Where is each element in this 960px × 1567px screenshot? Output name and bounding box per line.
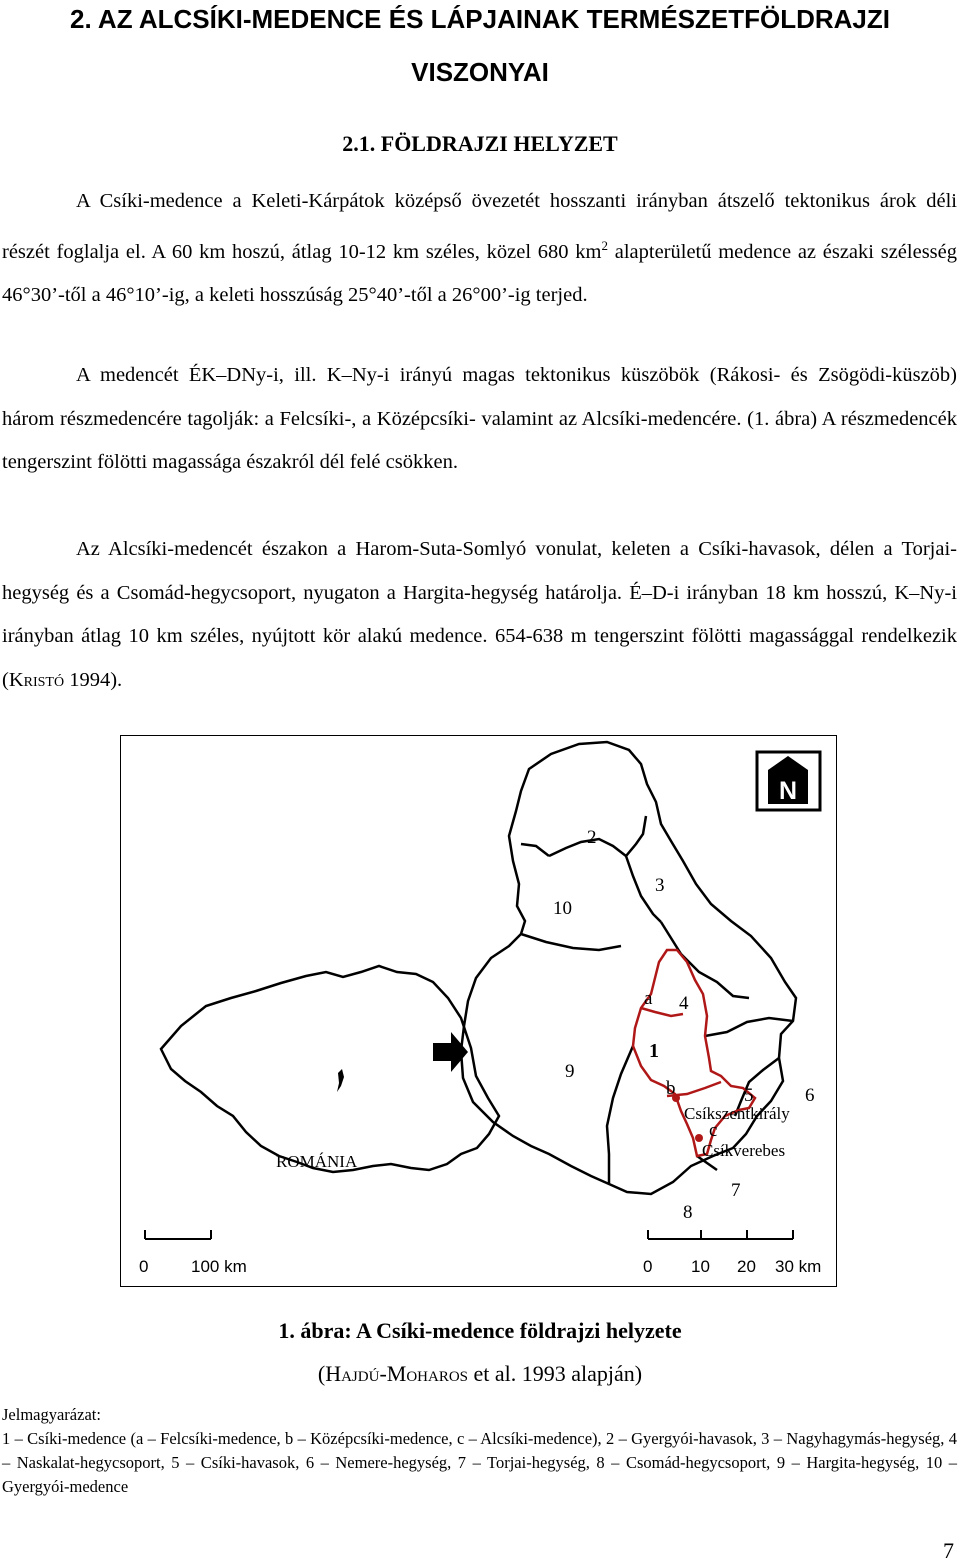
- figure-source-author-1: Hajdú: [325, 1361, 380, 1386]
- sub-basin-divider-ab: [641, 1008, 683, 1016]
- chapter-title-line-1: 2. AZ ALCSÍKI-MEDENCE ÉS LÁPJAINAK TERMÉSZETFÖLDRAJZI: [69, 4, 890, 34]
- paragraph-3: [2, 528, 957, 702]
- figure-caption: 1. ábra: A Csíki-medence földrajzi helyzete: [278, 1318, 682, 1343]
- region-labels: [553, 827, 815, 1223]
- scale-left-label-0: 0: [139, 1257, 149, 1276]
- paragraph-1: [2, 180, 957, 317]
- scale-right-label-10: 10: [691, 1257, 710, 1276]
- town-label-csikverebes: Csíkverebes: [702, 1141, 786, 1160]
- boundary-10-north: [521, 844, 549, 856]
- north-arrow: [757, 752, 820, 810]
- boundary-2-10: [549, 816, 646, 856]
- detail-map-outline: [461, 742, 796, 1194]
- legend-text: 1 – Csíki-medence (a – Felcsíki-medence, b – Középcsíki-medence, c – Alcsíki-medence), 2 – Gyergyói-havasok, 3 – Nagyhagymás-hegység, 4 – Naskalat-hegycsoport, 5 – Csíki-havasok, 6 – Nemere-hegység, 7 – Torjai-hegység, 8 – Csomád-hegycsoport, 9 – Hargita-hegység, 10 – Gyergyói-medence: [2, 1429, 957, 1496]
- scale-right-label-20: 20: [737, 1257, 756, 1276]
- location-map-figure: [120, 735, 837, 1287]
- region-label-1: 1: [649, 1040, 659, 1062]
- country-label: ROMÁNIA: [276, 1152, 358, 1171]
- basin-location-marker: [337, 1069, 344, 1092]
- paragraph-1-text-b: alapterületű medence az északi szélesség 46°30’-től a 46°10’-ig, a keleti hosszúság 25°40’-től a 26°00’-ig terjed.: [2, 240, 957, 306]
- legend-title: Jelmagyarázat:: [2, 1405, 101, 1424]
- superscript-2: 2: [601, 237, 608, 253]
- scale-bar-left: [139, 1230, 247, 1276]
- scale-right-label-30: 30 km: [775, 1257, 822, 1276]
- sub-basin-label-a: a: [644, 988, 653, 1009]
- boundary-3-4: [661, 922, 749, 998]
- chapter-title-line-2: VISZONYAI: [411, 57, 549, 87]
- paragraph-1-text-a: A Csíki-medence a Keleti-Kárpátok középső övezetét hosszanti irányban átszelő tektonikus árok déli részét foglalja el. A 60 km hoszú, átlag 10-12 km széles, közel 680 km: [2, 190, 957, 263]
- region-label-7: 7: [731, 1180, 741, 1201]
- region-label-5: 5: [744, 1085, 754, 1106]
- citation-author: Kristó: [8, 668, 65, 691]
- section-title: 2.1. FÖLDRAJZI HELYZET: [342, 131, 618, 156]
- boundary-10-9: [521, 934, 621, 950]
- figure-source: [0, 1361, 960, 1387]
- scale-right-label-0: 0: [643, 1257, 653, 1276]
- north-arrow-letter: N: [778, 777, 798, 805]
- region-label-10: 10: [553, 898, 572, 919]
- sub-basin-label-c: c: [709, 1120, 718, 1141]
- town-label-csikszentkiraly: Csíkszentkirály: [684, 1104, 790, 1123]
- paragraph-3-text-a: Az Alcsíki-medencét északon a Harom-Suta-Somlyó vonulat, keleten a Csíki-havasok, délen a Torjai-hegység és a Csomád-hegycsoport, nyugaton a Hargita-hegység határolja. É–D-i irányban 18 km hosszú, K–Ny-i irányban átlag 10 km széles, nyújtott kör alakú medence. 654-638 m tengerszint fölötti magassággal rendelkezik (: [2, 538, 957, 691]
- paragraph-2: A medencét ÉK–DNy-i, ill. K–Ny-i irányú magas tektonikus küszöbök (Rákosi- és Zsögödi-küszöb) három részmedencére tagolják: a Felcsíki-, a Középcsíki- valamint az Alcsíki-medencére. (1. ábra) A részmedencék tengerszint fölötti magassága északról dél felé csökken.: [2, 364, 957, 473]
- figure-source-rest: et al. 1993 alapján): [468, 1361, 643, 1386]
- region-boundaries: [521, 816, 793, 1184]
- romania-outline: [161, 966, 499, 1172]
- region-label-2: 2: [587, 827, 597, 848]
- figure-source-author-2: Moharos: [386, 1361, 469, 1386]
- region-label-9: 9: [565, 1061, 575, 1082]
- paragraph-3-text-b: 1994).: [64, 668, 123, 691]
- scale-bar-right: [643, 1230, 821, 1276]
- region-label-8: 8: [683, 1202, 693, 1223]
- region-label-6: 6: [805, 1085, 815, 1106]
- boundary-4-5: [705, 1018, 793, 1036]
- boundary-9-8: [607, 1046, 633, 1184]
- region-label-3: 3: [655, 875, 665, 896]
- figure-source-separator: -: [379, 1361, 387, 1386]
- sub-basin-label-b: b: [666, 1078, 676, 1099]
- scale-left-label-100: 100 km: [191, 1257, 247, 1276]
- page-number: 7: [943, 1538, 954, 1563]
- figure-source-open: (: [317, 1361, 326, 1386]
- location-map: [121, 736, 835, 1285]
- region-label-4: 4: [679, 993, 689, 1014]
